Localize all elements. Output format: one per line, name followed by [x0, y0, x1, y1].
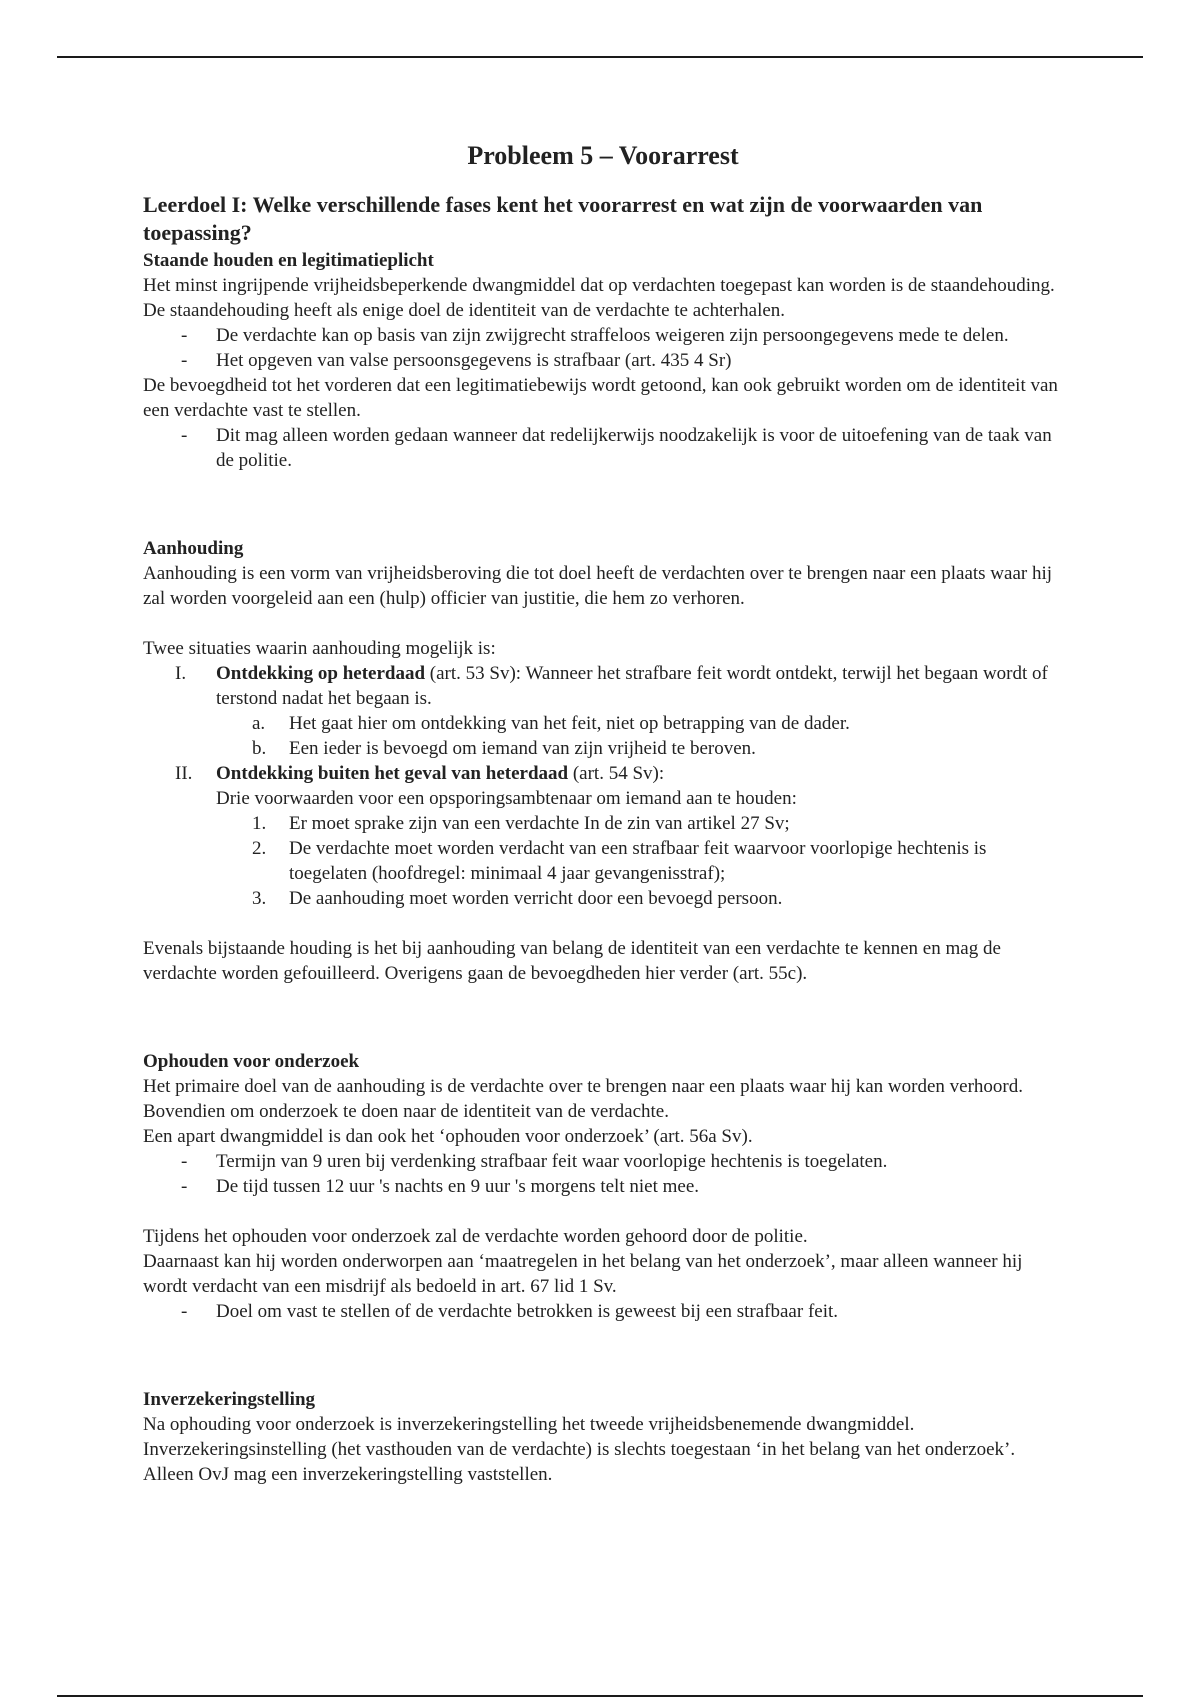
bullet-item: [143, 1299, 1063, 1324]
bullet-item: [143, 1174, 1063, 1199]
bullet-marker: -: [181, 325, 188, 347]
document-page: [143, 140, 1063, 1487]
section-heading-staande-houden: Staande houden en legitimatieplicht: [143, 250, 434, 272]
bullet-marker: -: [181, 1176, 188, 1198]
item-marker: I.: [175, 663, 187, 685]
item-intro: Drie voorwaarden voor een opsporingsambtenaar om iemand aan te houden:: [216, 788, 797, 810]
sub-item: [216, 811, 1063, 836]
paragraph: Een apart dwangmiddel is dan ook het ‘ophouden voor onderzoek’ (art. 56a Sv).: [143, 1126, 753, 1148]
paragraph: Tijdens het ophouden voor onderzoek zal de verdachte worden gehoord door de politie.: [143, 1226, 808, 1248]
sub-text: Er moet sprake zijn van een verdachte In de zin van artikel 27 Sv;: [289, 813, 790, 835]
footer-rule: [57, 1695, 1143, 1697]
sub-text: De aanhouding moet worden verricht door een bevoegd persoon.: [289, 888, 783, 910]
learning-goal: Leerdoel I: Welke verschillende fases kent het voorarrest en wat zijn de voorwaarden van toepassing?: [143, 192, 983, 246]
bullet-list: [143, 423, 1063, 473]
bullet-text: Dit mag alleen worden gedaan wanneer dat redelijkerwijs noodzakelijk is voor de uitoefening van de taak van de politie.: [216, 425, 1052, 472]
paragraph: Na ophouding voor onderzoek is inverzekeringstelling het tweede vrijheidsbenemende dwangmiddel. Inverzekeringsinstelling (het vasthouden van de verdachte) is slechts toegestaan ‘in het belang van het onderzoek’. Alleen OvJ mag een inverzekeringstelling vaststellen.: [143, 1414, 1016, 1486]
bullet-text: Termijn van 9 uren bij verdenking strafbaar feit waar voorlopige hechtenis is toegelaten.: [216, 1151, 888, 1173]
bullet-text: Doel om vast te stellen of de verdachte betrokken is geweest bij een strafbaar feit.: [216, 1301, 839, 1323]
paragraph: Het minst ingrijpende vrijheidsbeperkende dwangmiddel dat op verdachten toegepast kan worden is de staandehouding. De staandehouding heeft als enige doel de identiteit van de verdachte te achterhalen.: [143, 275, 1055, 322]
item-marker: II.: [175, 763, 193, 785]
item-bold-term: Ontdekking buiten het geval van heterdaad: [216, 763, 569, 785]
sub-list: [216, 711, 1063, 761]
section-heading-inverzekeringstelling: Inverzekeringstelling: [143, 1389, 316, 1411]
situation-item: [143, 761, 1063, 911]
sub-item: [216, 711, 1063, 736]
bullet-text: Het opgeven van valse persoonsgegevens is strafbaar (art. 435 4 Sr): [216, 350, 732, 372]
bullet-item: [143, 1149, 1063, 1174]
item-text: (art. 54 Sv):: [568, 763, 665, 785]
situation-list: [143, 661, 1063, 911]
bullet-text: De tijd tussen 12 uur 's nachts en 9 uur 's morgens telt niet mee.: [216, 1176, 699, 1198]
bullet-marker: -: [181, 1301, 188, 1323]
bullet-item: [143, 423, 1063, 473]
situation-item: [143, 661, 1063, 761]
section-heading-ophouden: Ophouden voor onderzoek: [143, 1051, 360, 1073]
paragraph: De bevoegdheid tot het vorderen dat een legitimatiebewijs wordt getoond, kan ook gebruikt worden om de identiteit van een verdachte vast te stellen.: [143, 375, 1058, 422]
item-text: (art. 53 Sv): Wanneer het strafbare feit wordt ontdekt, terwijl het begaan wordt of terstond nadat het begaan is.: [216, 663, 1048, 710]
sub-text: Een ieder is bevoegd om iemand van zijn vrijheid te beroven.: [289, 738, 756, 760]
sub-item: [216, 886, 1063, 911]
bullet-list: [143, 1299, 1063, 1324]
sub-text: Het gaat hier om ontdekking van het feit, niet op betrapping van de dader.: [289, 713, 850, 735]
paragraph: Twee situaties waarin aanhouding mogelijk is:: [143, 638, 496, 660]
bullet-list: [143, 323, 1063, 373]
bullet-marker: -: [181, 425, 188, 447]
sub-marker: a.: [252, 713, 266, 735]
bullet-marker: -: [181, 350, 188, 372]
paragraph: Het primaire doel van de aanhouding is de verdachte over te brengen naar een plaats waar hij kan worden verhoord. Bovendien om onderzoek te doen naar de identiteit van de verdachte.: [143, 1076, 1023, 1123]
item-bold-term: Ontdekking op heterdaad: [216, 663, 426, 685]
sub-marker: 3.: [252, 888, 267, 910]
bullet-marker: -: [181, 1151, 188, 1173]
paragraph: Daarnaast kan hij worden onderworpen aan ‘maatregelen in het belang van het onderzoek’, maar alleen wanneer hij wordt verdacht van een misdrijf als bedoeld in art. 67 lid 1 Sv.: [143, 1251, 1023, 1298]
sub-marker: 2.: [252, 838, 267, 860]
sub-text: De verdachte moet worden verdacht van een strafbaar feit waarvoor voorlopige hechtenis is toegelaten (hoofdregel: minimaal 4 jaar gevangenisstraf);: [289, 838, 987, 885]
sub-list: [216, 811, 1063, 911]
header-rule: [57, 56, 1143, 58]
sub-marker: 1.: [252, 813, 267, 835]
paragraph: Aanhouding is een vorm van vrijheidsberoving die tot doel heeft de verdachten over te brengen naar een plaats waar hij zal worden voorgeleid aan een (hulp) officier van justitie, die hem zo verhoren.: [143, 563, 1053, 610]
sub-item: [216, 736, 1063, 761]
bullet-text: De verdachte kan op basis van zijn zwijgrecht straffeloos weigeren zijn persoongegevens mede te delen.: [216, 325, 1009, 347]
sub-item: [216, 836, 1063, 886]
sub-marker: b.: [252, 738, 267, 760]
bullet-list: [143, 1149, 1063, 1199]
paragraph: Evenals bijstaande houding is het bij aanhouding van belang de identiteit van een verdachte te kennen en mag de verdachte worden gefouilleerd. Overigens gaan de bevoegdheden hier verder (art. 55c).: [143, 938, 1001, 985]
section-heading-aanhouding: Aanhouding: [143, 538, 244, 560]
bullet-item: [143, 323, 1063, 348]
bullet-item: [143, 348, 1063, 373]
document-title: Probleem 5 – Voorarrest: [467, 141, 739, 170]
